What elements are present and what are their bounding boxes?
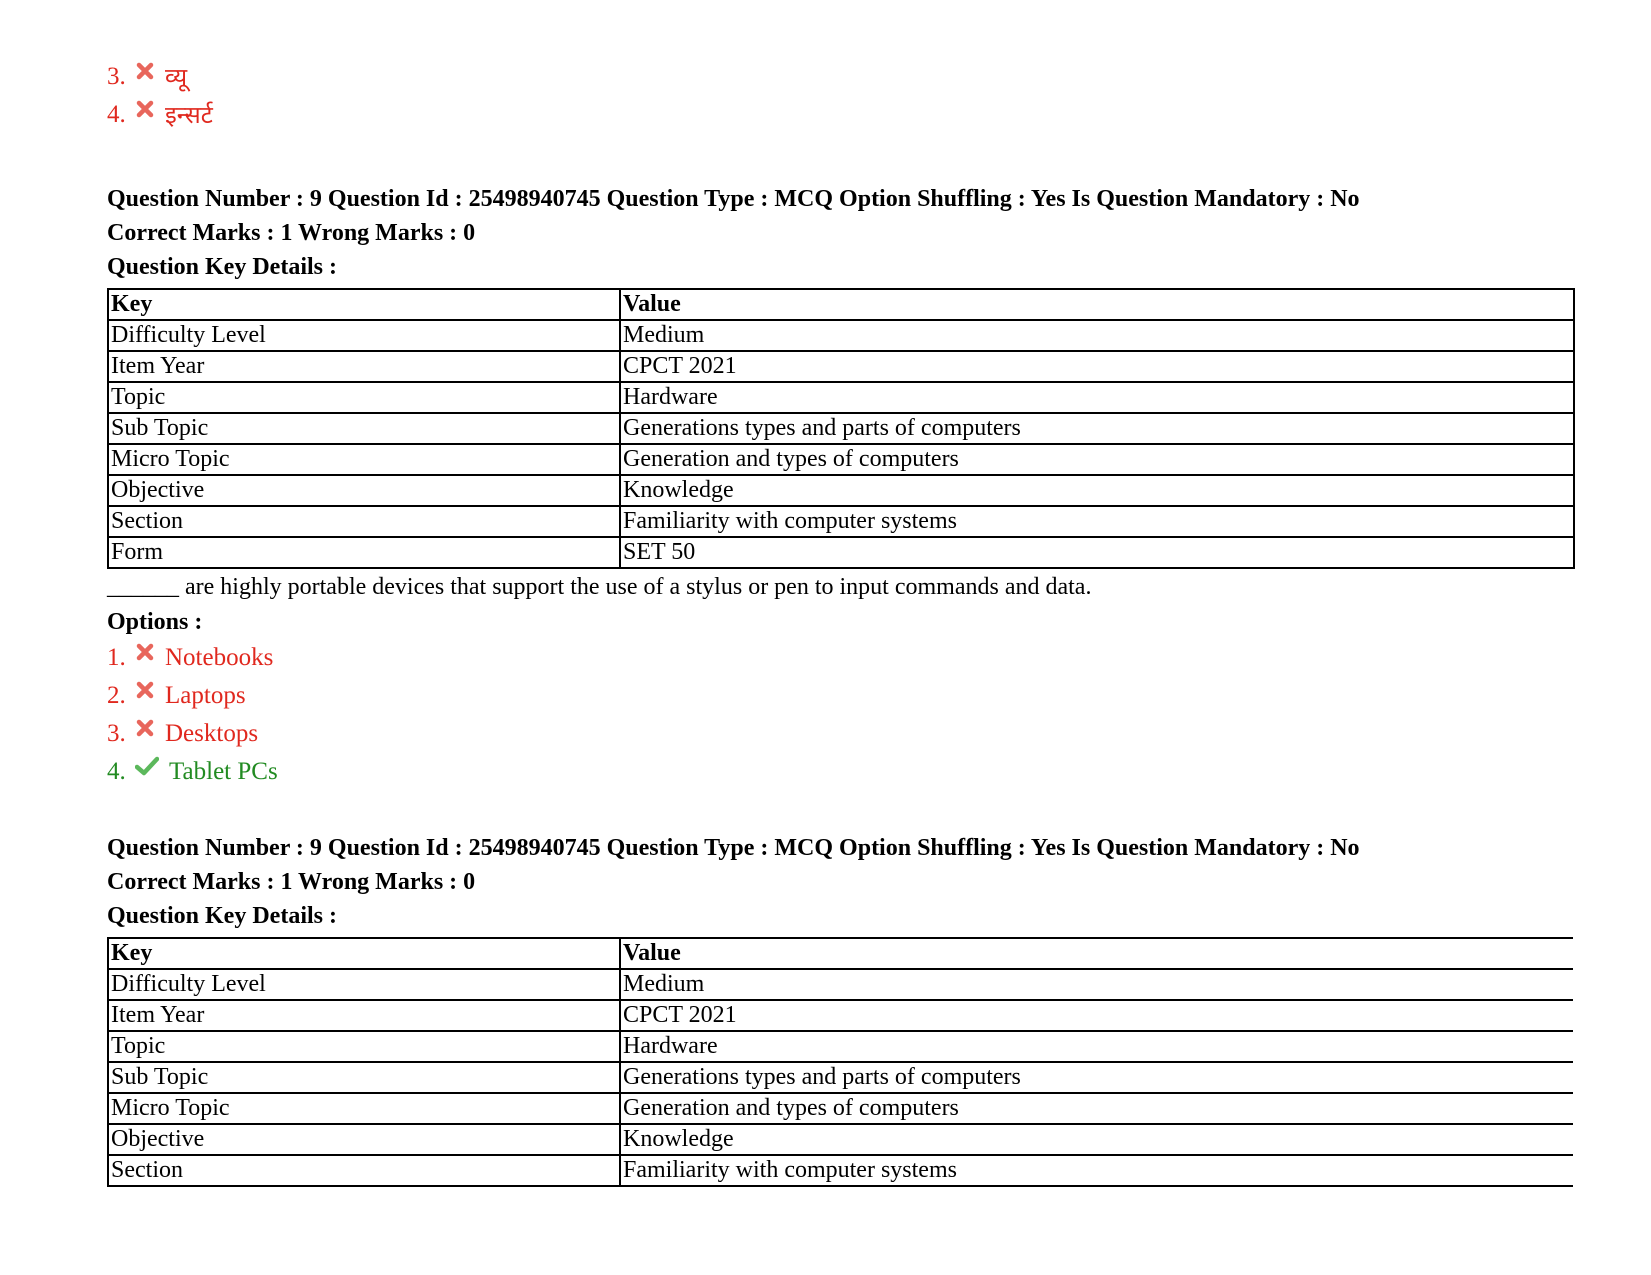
value-cell: Generation and types of computers <box>620 1093 1573 1124</box>
option-item-correct <box>107 753 1573 791</box>
option-number: 2. <box>107 682 126 709</box>
column-header-key: Key <box>108 289 620 320</box>
document-page <box>107 58 1573 1195</box>
cross-icon <box>135 99 155 119</box>
key-details-label: Question Key Details : <box>107 903 337 929</box>
marks-line: Correct Marks : 1 Wrong Marks : 0 <box>107 220 476 246</box>
marks-line: Correct Marks : 1 Wrong Marks : 0 <box>107 869 476 895</box>
table-row <box>108 1031 1573 1062</box>
value-cell: Medium <box>620 969 1573 1000</box>
table-row <box>108 1155 1573 1186</box>
key-details-table <box>107 288 1575 569</box>
value-cell: Generations types and parts of computers <box>620 413 1574 444</box>
table-row <box>108 444 1574 475</box>
column-header-key: Key <box>108 938 620 969</box>
option-text: Desktops <box>165 720 259 747</box>
value-cell: Generation and types of computers <box>620 444 1574 475</box>
table-row <box>108 537 1574 568</box>
value-cell: SET 50 <box>620 537 1574 568</box>
value-cell: Knowledge <box>620 475 1574 506</box>
option-number: 4. <box>107 101 126 128</box>
value-cell: Hardware <box>620 382 1574 413</box>
question-block <box>107 831 1573 1195</box>
option-item <box>107 639 1573 677</box>
key-cell: Section <box>108 1155 620 1186</box>
option-text: Notebooks <box>165 644 274 671</box>
key-cell: Section <box>108 506 620 537</box>
table-row <box>108 969 1573 1000</box>
option-item <box>107 677 1573 715</box>
table-clip <box>107 933 1573 1195</box>
option-text: Tablet PCs <box>169 758 278 785</box>
key-cell: Sub Topic <box>108 413 620 444</box>
key-cell: Form <box>108 537 620 568</box>
key-cell: Sub Topic <box>108 1062 620 1093</box>
column-header-value: Value <box>620 938 1573 969</box>
option-text: व्यू <box>165 63 188 91</box>
table-header-row <box>108 289 1574 320</box>
cross-icon <box>135 642 155 662</box>
table-row <box>108 1124 1573 1155</box>
key-cell: Objective <box>108 1124 620 1155</box>
key-cell: Item Year <box>108 351 620 382</box>
option-number: 4. <box>107 758 126 785</box>
key-cell: Topic <box>108 1031 620 1062</box>
cross-icon <box>135 61 155 81</box>
previous-options-list <box>107 58 1573 134</box>
cross-icon <box>135 718 155 738</box>
option-item <box>107 58 1573 96</box>
value-cell: Familiarity with computer systems <box>620 1155 1573 1186</box>
column-header-value: Value <box>620 289 1574 320</box>
key-cell: Objective <box>108 475 620 506</box>
table-row <box>108 1000 1573 1031</box>
value-cell: Medium <box>620 320 1574 351</box>
table-row <box>108 1093 1573 1124</box>
key-cell: Micro Topic <box>108 1093 620 1124</box>
question-header: Question Number : 9 Question Id : 25498940745 Question Type : MCQ Option Shuffling : Yes Is Question Mandatory : No <box>107 186 1360 212</box>
option-number: 3. <box>107 720 126 747</box>
checkmark-icon <box>135 756 159 776</box>
key-cell: Micro Topic <box>108 444 620 475</box>
cross-icon <box>135 680 155 700</box>
question-text: ______ are highly portable devices that support the use of a stylus or pen to input commands and data. <box>107 574 1092 600</box>
option-number: 3. <box>107 63 126 90</box>
table-row <box>108 1062 1573 1093</box>
option-number: 1. <box>107 644 126 671</box>
key-cell: Difficulty Level <box>108 969 620 1000</box>
question-header: Question Number : 9 Question Id : 25498940745 Question Type : MCQ Option Shuffling : Yes Is Question Mandatory : No <box>107 835 1360 861</box>
key-cell: Difficulty Level <box>108 320 620 351</box>
value-cell: Knowledge <box>620 1124 1573 1155</box>
key-cell: Item Year <box>108 1000 620 1031</box>
key-details-label: Question Key Details : <box>107 254 337 280</box>
value-cell: CPCT 2021 <box>620 351 1574 382</box>
value-cell: CPCT 2021 <box>620 1000 1573 1031</box>
table-row <box>108 351 1574 382</box>
option-item <box>107 715 1573 753</box>
value-cell: Generations types and parts of computers <box>620 1062 1573 1093</box>
table-row <box>108 475 1574 506</box>
table-row <box>108 320 1574 351</box>
options-list <box>107 639 1573 791</box>
key-cell: Topic <box>108 382 620 413</box>
table-header-row <box>108 938 1573 969</box>
table-row <box>108 413 1574 444</box>
key-details-table <box>107 937 1573 1187</box>
value-cell: Familiarity with computer systems <box>620 506 1574 537</box>
table-row <box>108 506 1574 537</box>
option-item <box>107 96 1573 134</box>
option-text: Laptops <box>165 682 246 709</box>
table-row <box>108 382 1574 413</box>
options-label: Options : <box>107 609 203 635</box>
question-block <box>107 182 1573 791</box>
value-cell: Hardware <box>620 1031 1573 1062</box>
option-text: इन्सर्ट <box>165 101 213 129</box>
